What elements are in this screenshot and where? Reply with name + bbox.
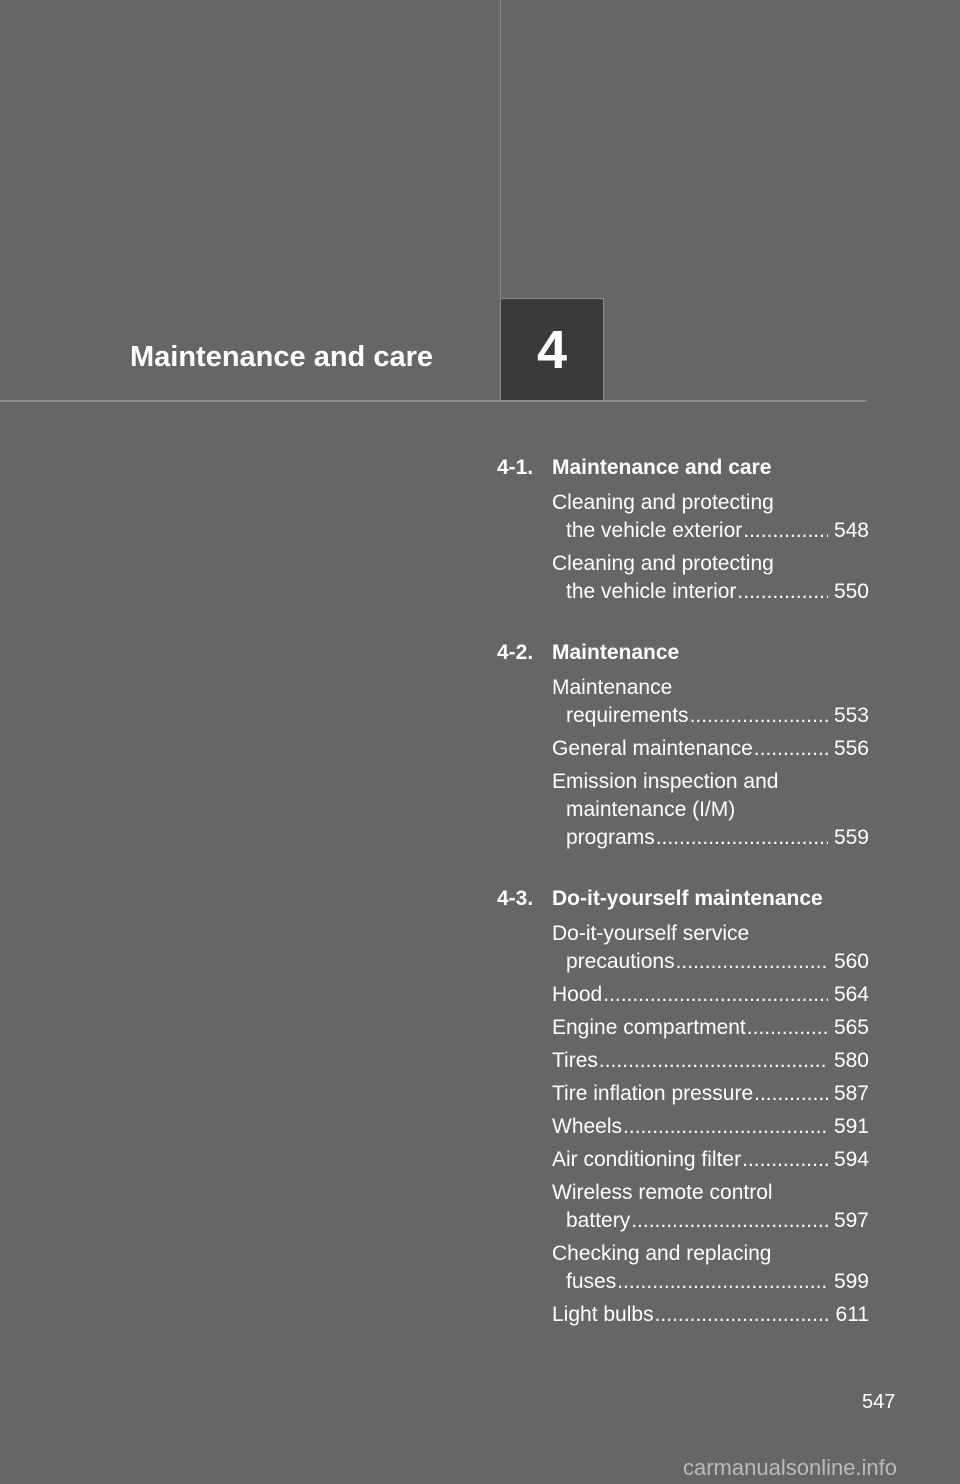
toc-entry[interactable]	[552, 735, 869, 763]
toc-entry-text: Do-it-yourself service	[552, 922, 750, 945]
toc-entry-text: Air conditioning filter	[552, 1148, 742, 1171]
dot-leader	[599, 1047, 828, 1075]
vertical-rule	[500, 0, 501, 300]
toc-entry-page: 559	[833, 826, 869, 849]
chapter-title: Maintenance and care	[130, 341, 433, 373]
dot-leader	[656, 824, 828, 852]
toc-entry-page: 560	[833, 950, 869, 973]
toc-entry-text: the vehicle exterior	[566, 519, 743, 542]
section-title: Do-it-yourself maintenance	[552, 887, 823, 910]
toc-entry-page: 548	[833, 519, 869, 542]
section-heading[interactable]	[497, 454, 869, 482]
dot-leader	[617, 1268, 828, 1296]
chapter-number-box	[500, 298, 604, 401]
dot-leader	[676, 948, 828, 976]
toc-entry[interactable]	[552, 489, 869, 545]
dot-leader	[603, 981, 828, 1009]
toc-entry-page: 599	[833, 1270, 869, 1293]
dot-leader	[742, 1146, 828, 1174]
dot-leader	[737, 578, 828, 606]
toc-entry-page: 564	[833, 983, 869, 1006]
toc-entry[interactable]	[552, 1179, 869, 1235]
toc-entry[interactable]	[552, 1047, 869, 1075]
toc-entry-text: Engine compartment	[552, 1016, 746, 1039]
section-number: 4-2.	[497, 641, 534, 664]
toc-entry-text: maintenance (I/M)	[566, 798, 736, 821]
toc-entry[interactable]	[552, 981, 869, 1009]
toc-entry-page: 550	[833, 580, 869, 603]
toc-entry-text: requirements	[566, 704, 689, 727]
toc-entry-page: 611	[835, 1303, 869, 1326]
toc-entry-text: Wireless remote control	[552, 1181, 773, 1204]
dot-leader	[690, 702, 828, 730]
toc-entry-text: Tires	[552, 1049, 598, 1072]
section-entries	[552, 920, 869, 1329]
toc-entry[interactable]	[552, 1014, 869, 1042]
section-heading[interactable]	[497, 885, 869, 913]
toc-entry-text: Hood	[552, 983, 603, 1006]
toc-entry-text: Cleaning and protecting	[552, 552, 774, 575]
toc-entry-page: 597	[833, 1209, 869, 1232]
toc-entry[interactable]	[552, 1240, 869, 1296]
section-number: 4-1.	[497, 456, 534, 479]
section-title: Maintenance and care	[552, 456, 772, 479]
toc-entry-text: Maintenance	[552, 676, 673, 699]
toc-entry-text: fuses	[566, 1270, 617, 1293]
toc-entry[interactable]	[552, 1146, 869, 1174]
page-number: 547	[862, 1391, 896, 1413]
section-entries	[552, 489, 869, 606]
toc-entry-text: Cleaning and protecting	[552, 491, 774, 514]
toc-entry[interactable]	[552, 768, 869, 852]
toc-entry-text: the vehicle interior	[566, 580, 737, 603]
section-title: Maintenance	[552, 641, 680, 664]
toc-entry-text: Checking and replacing	[552, 1242, 772, 1265]
watermark: carmanualsonline.info	[683, 1455, 898, 1480]
toc-entry-text: Emission inspection and	[552, 770, 779, 793]
dot-leader	[747, 1014, 828, 1042]
section-number: 4-3.	[497, 887, 534, 910]
horizontal-rule	[0, 400, 866, 402]
dot-leader	[754, 735, 828, 763]
toc-entry[interactable]	[552, 550, 869, 606]
chapter-number: 4	[536, 319, 568, 380]
section-heading[interactable]	[497, 639, 869, 667]
dot-leader	[754, 1080, 828, 1108]
toc-entry[interactable]	[552, 674, 869, 730]
table-of-contents	[497, 454, 869, 1329]
toc-entry-page: 587	[833, 1082, 869, 1105]
toc-entry[interactable]	[552, 920, 869, 976]
toc-entry-page: 580	[833, 1049, 869, 1072]
toc-entry[interactable]	[552, 1113, 869, 1141]
dot-leader	[743, 517, 828, 545]
dot-leader	[623, 1113, 828, 1141]
toc-entry-page: 565	[833, 1016, 869, 1039]
toc-entry-text: Tire inflation pressure	[552, 1082, 754, 1105]
dot-leader	[631, 1207, 828, 1235]
dot-leader	[655, 1301, 828, 1329]
toc-entry-page: 594	[833, 1148, 869, 1171]
toc-entry-text: Wheels	[552, 1115, 623, 1138]
toc-entry-page: 553	[833, 704, 869, 727]
toc-entry-text: programs	[566, 826, 655, 849]
toc-entry[interactable]	[552, 1301, 869, 1329]
toc-entry-text: battery	[566, 1209, 631, 1232]
toc-entry-page: 556	[833, 737, 869, 760]
toc-entry-text: Light bulbs	[552, 1303, 654, 1326]
toc-entry-text: General maintenance	[552, 737, 753, 760]
toc-entry-page: 591	[833, 1115, 869, 1138]
toc-entry[interactable]	[552, 1080, 869, 1108]
section-entries	[552, 674, 869, 852]
toc-entry-text: precautions	[566, 950, 675, 973]
